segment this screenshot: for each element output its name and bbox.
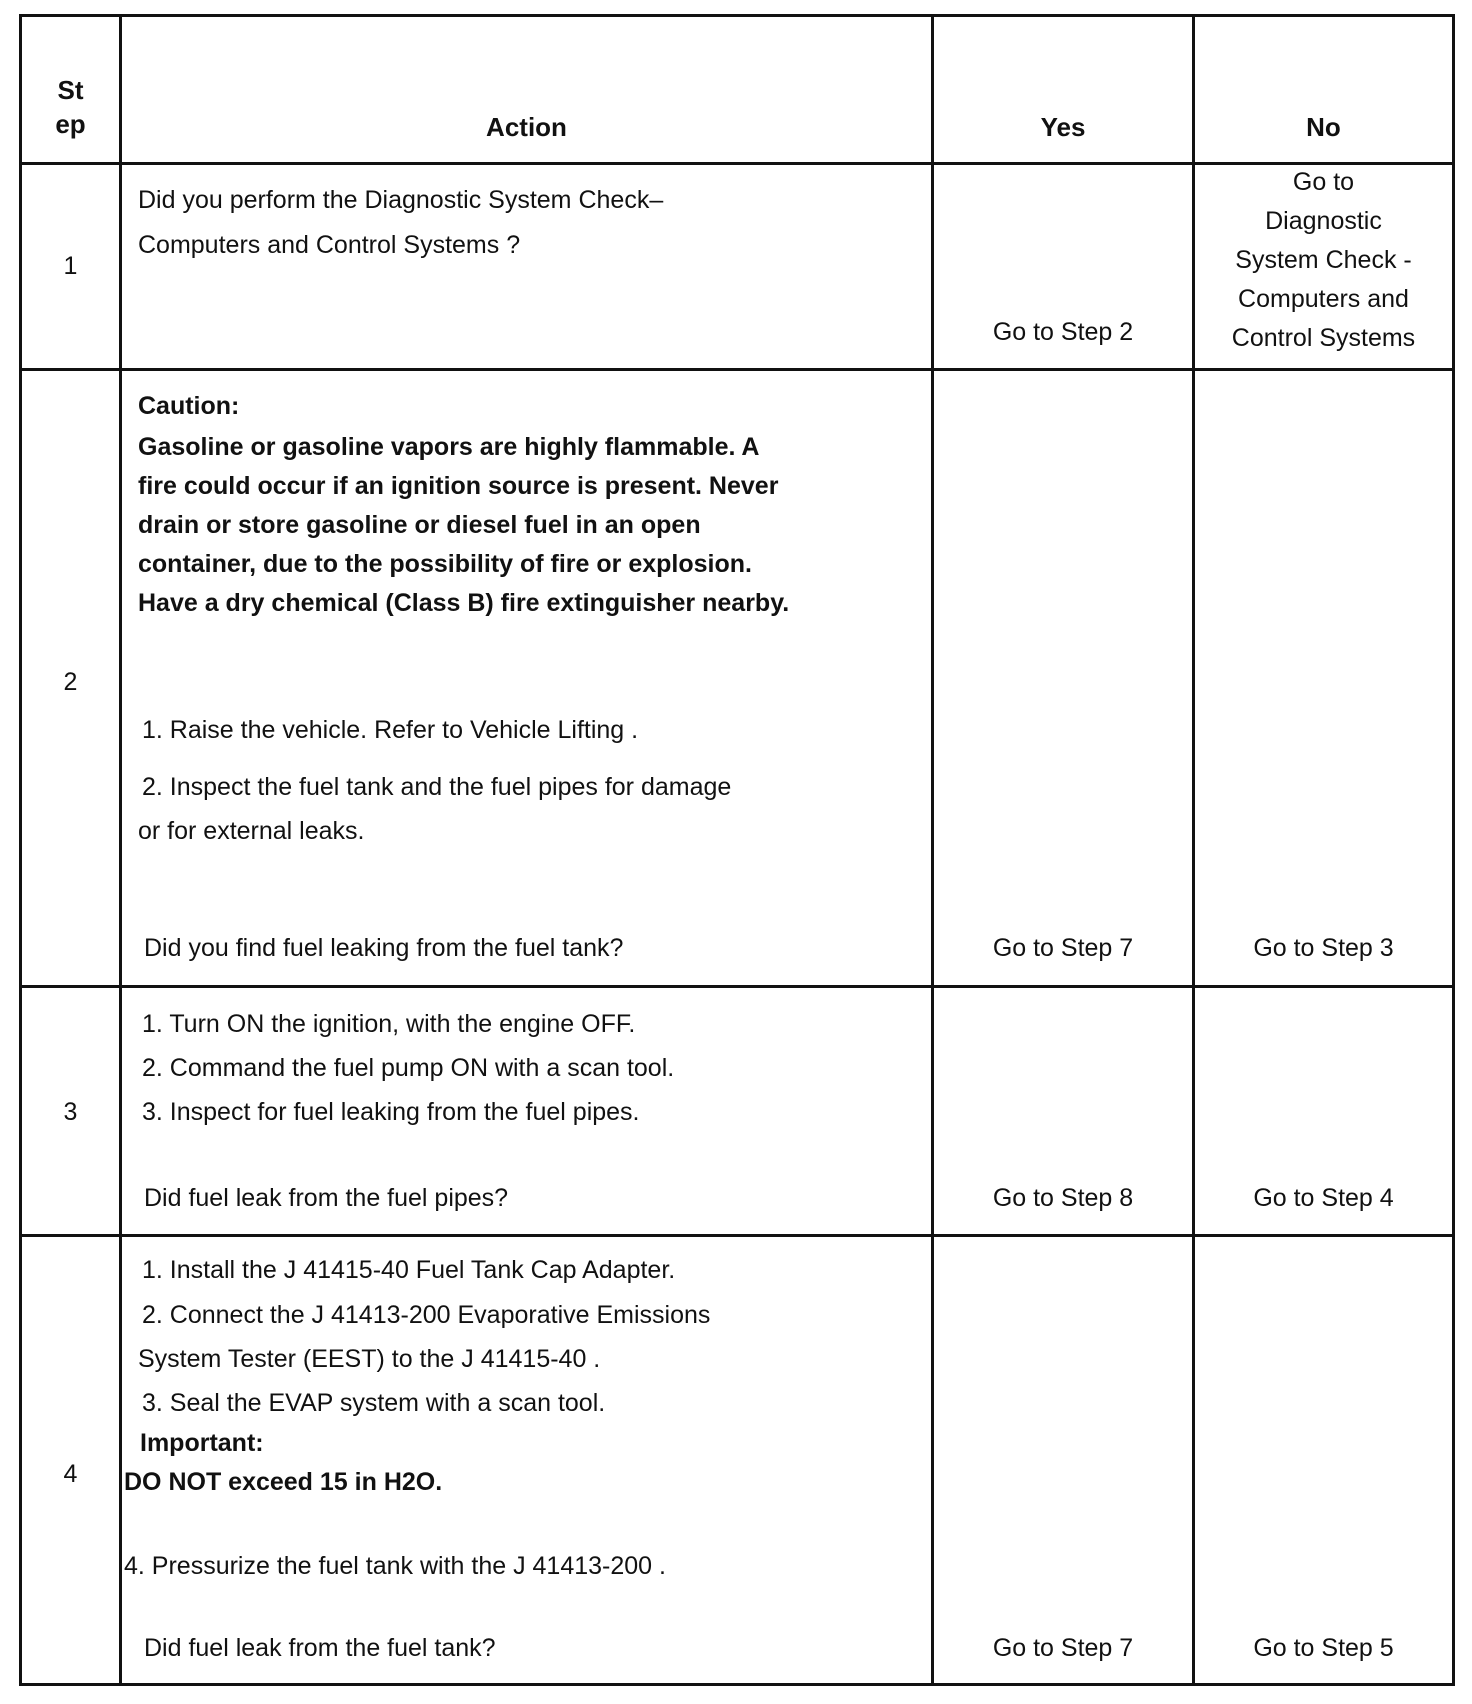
step3-yes-link[interactable]: Go to Step 8: [992, 1184, 1134, 1212]
col-divider-step: [119, 14, 122, 1686]
step1-question-line2: Computers and Control Systems ?: [138, 231, 521, 259]
row-divider-2: [19, 985, 1455, 988]
step1-no-link[interactable]: Go to Diagnostic System Check - Computers and Control Systems: [1231, 168, 1416, 352]
step4-yes-link[interactable]: Go to Step 7: [992, 1634, 1134, 1662]
row-divider-3: [19, 1234, 1455, 1237]
step-number-3: 3: [63, 1098, 78, 1126]
step4-item-3: 3. Seal the EVAP system with a scan tool.: [142, 1389, 606, 1417]
step2-yes-link[interactable]: Go to Step 7: [992, 934, 1134, 962]
header-yes: Yes: [1040, 112, 1086, 142]
step1-question-line1: Did you perform the Diagnostic System Check–: [138, 186, 664, 214]
caution-label: Caution:: [138, 392, 240, 420]
step4-question: Did fuel leak from the fuel tank?: [144, 1634, 496, 1662]
step2-item-2: 2. Inspect the fuel tank and the fuel pipes for damage: [142, 773, 732, 801]
step3-item-1: 1. Turn ON the ignition, with the engine OFF.: [142, 1010, 636, 1038]
step4-item-2-cont: System Tester (EEST) to the J 41415-40 .: [138, 1345, 601, 1373]
header-step-line2: ep: [55, 108, 86, 139]
table-border-bottom: [19, 1683, 1455, 1686]
important-label: Important:: [140, 1429, 264, 1457]
step4-item-1: 1. Install the J 41415-40 Fuel Tank Cap Adapter.: [142, 1256, 676, 1284]
step-number-1: 1: [63, 252, 78, 280]
step4-item-2: 2. Connect the J 41413-200 Evaporative Emissions: [142, 1301, 711, 1329]
step-number-4: 4: [63, 1460, 78, 1488]
step1-yes-link[interactable]: Go to Step 2: [992, 318, 1134, 346]
row-divider-1: [19, 368, 1455, 371]
table-border-top: [19, 14, 1455, 17]
step3-question: Did fuel leak from the fuel pipes?: [144, 1184, 509, 1212]
step3-item-2: 2. Command the fuel pump ON with a scan tool.: [142, 1054, 675, 1082]
header-step: [22, 74, 119, 142]
step4-no-link[interactable]: Go to Step 5: [1253, 1634, 1394, 1662]
important-text: DO NOT exceed 15 in H2O.: [124, 1468, 443, 1496]
step4-item-4: 4. Pressurize the fuel tank with the J 41413-200 .: [124, 1552, 666, 1580]
step-number-2: 2: [63, 668, 78, 696]
step2-item-1: 1. Raise the vehicle. Refer to Vehicle Lifting .: [142, 716, 639, 744]
header-no: No: [1306, 112, 1341, 142]
caution-text: Gasoline or gasoline vapors are highly flammable. A fire could occur if an ignition source is present. Never drain or store gasoline or diesel fuel in an open container, due to the possibility of fire or explosion. Have a dry chemical (Class B) fire extinguisher nearby.: [138, 433, 790, 617]
step2-question: Did you find fuel leaking from the fuel tank?: [144, 934, 624, 962]
step2-item-2-cont: or for external leaks.: [138, 817, 365, 845]
step3-item-3: 3. Inspect for fuel leaking from the fuel pipes.: [142, 1098, 640, 1126]
step3-no-link[interactable]: Go to Step 4: [1253, 1184, 1394, 1212]
header-step-line1: St: [57, 75, 84, 105]
header-action: Action: [486, 112, 567, 142]
diagnostic-table: [19, 14, 1455, 1686]
col-divider-action: [931, 14, 934, 1686]
step2-no-link[interactable]: Go to Step 3: [1253, 934, 1394, 962]
table-border-right: [1452, 14, 1455, 1686]
